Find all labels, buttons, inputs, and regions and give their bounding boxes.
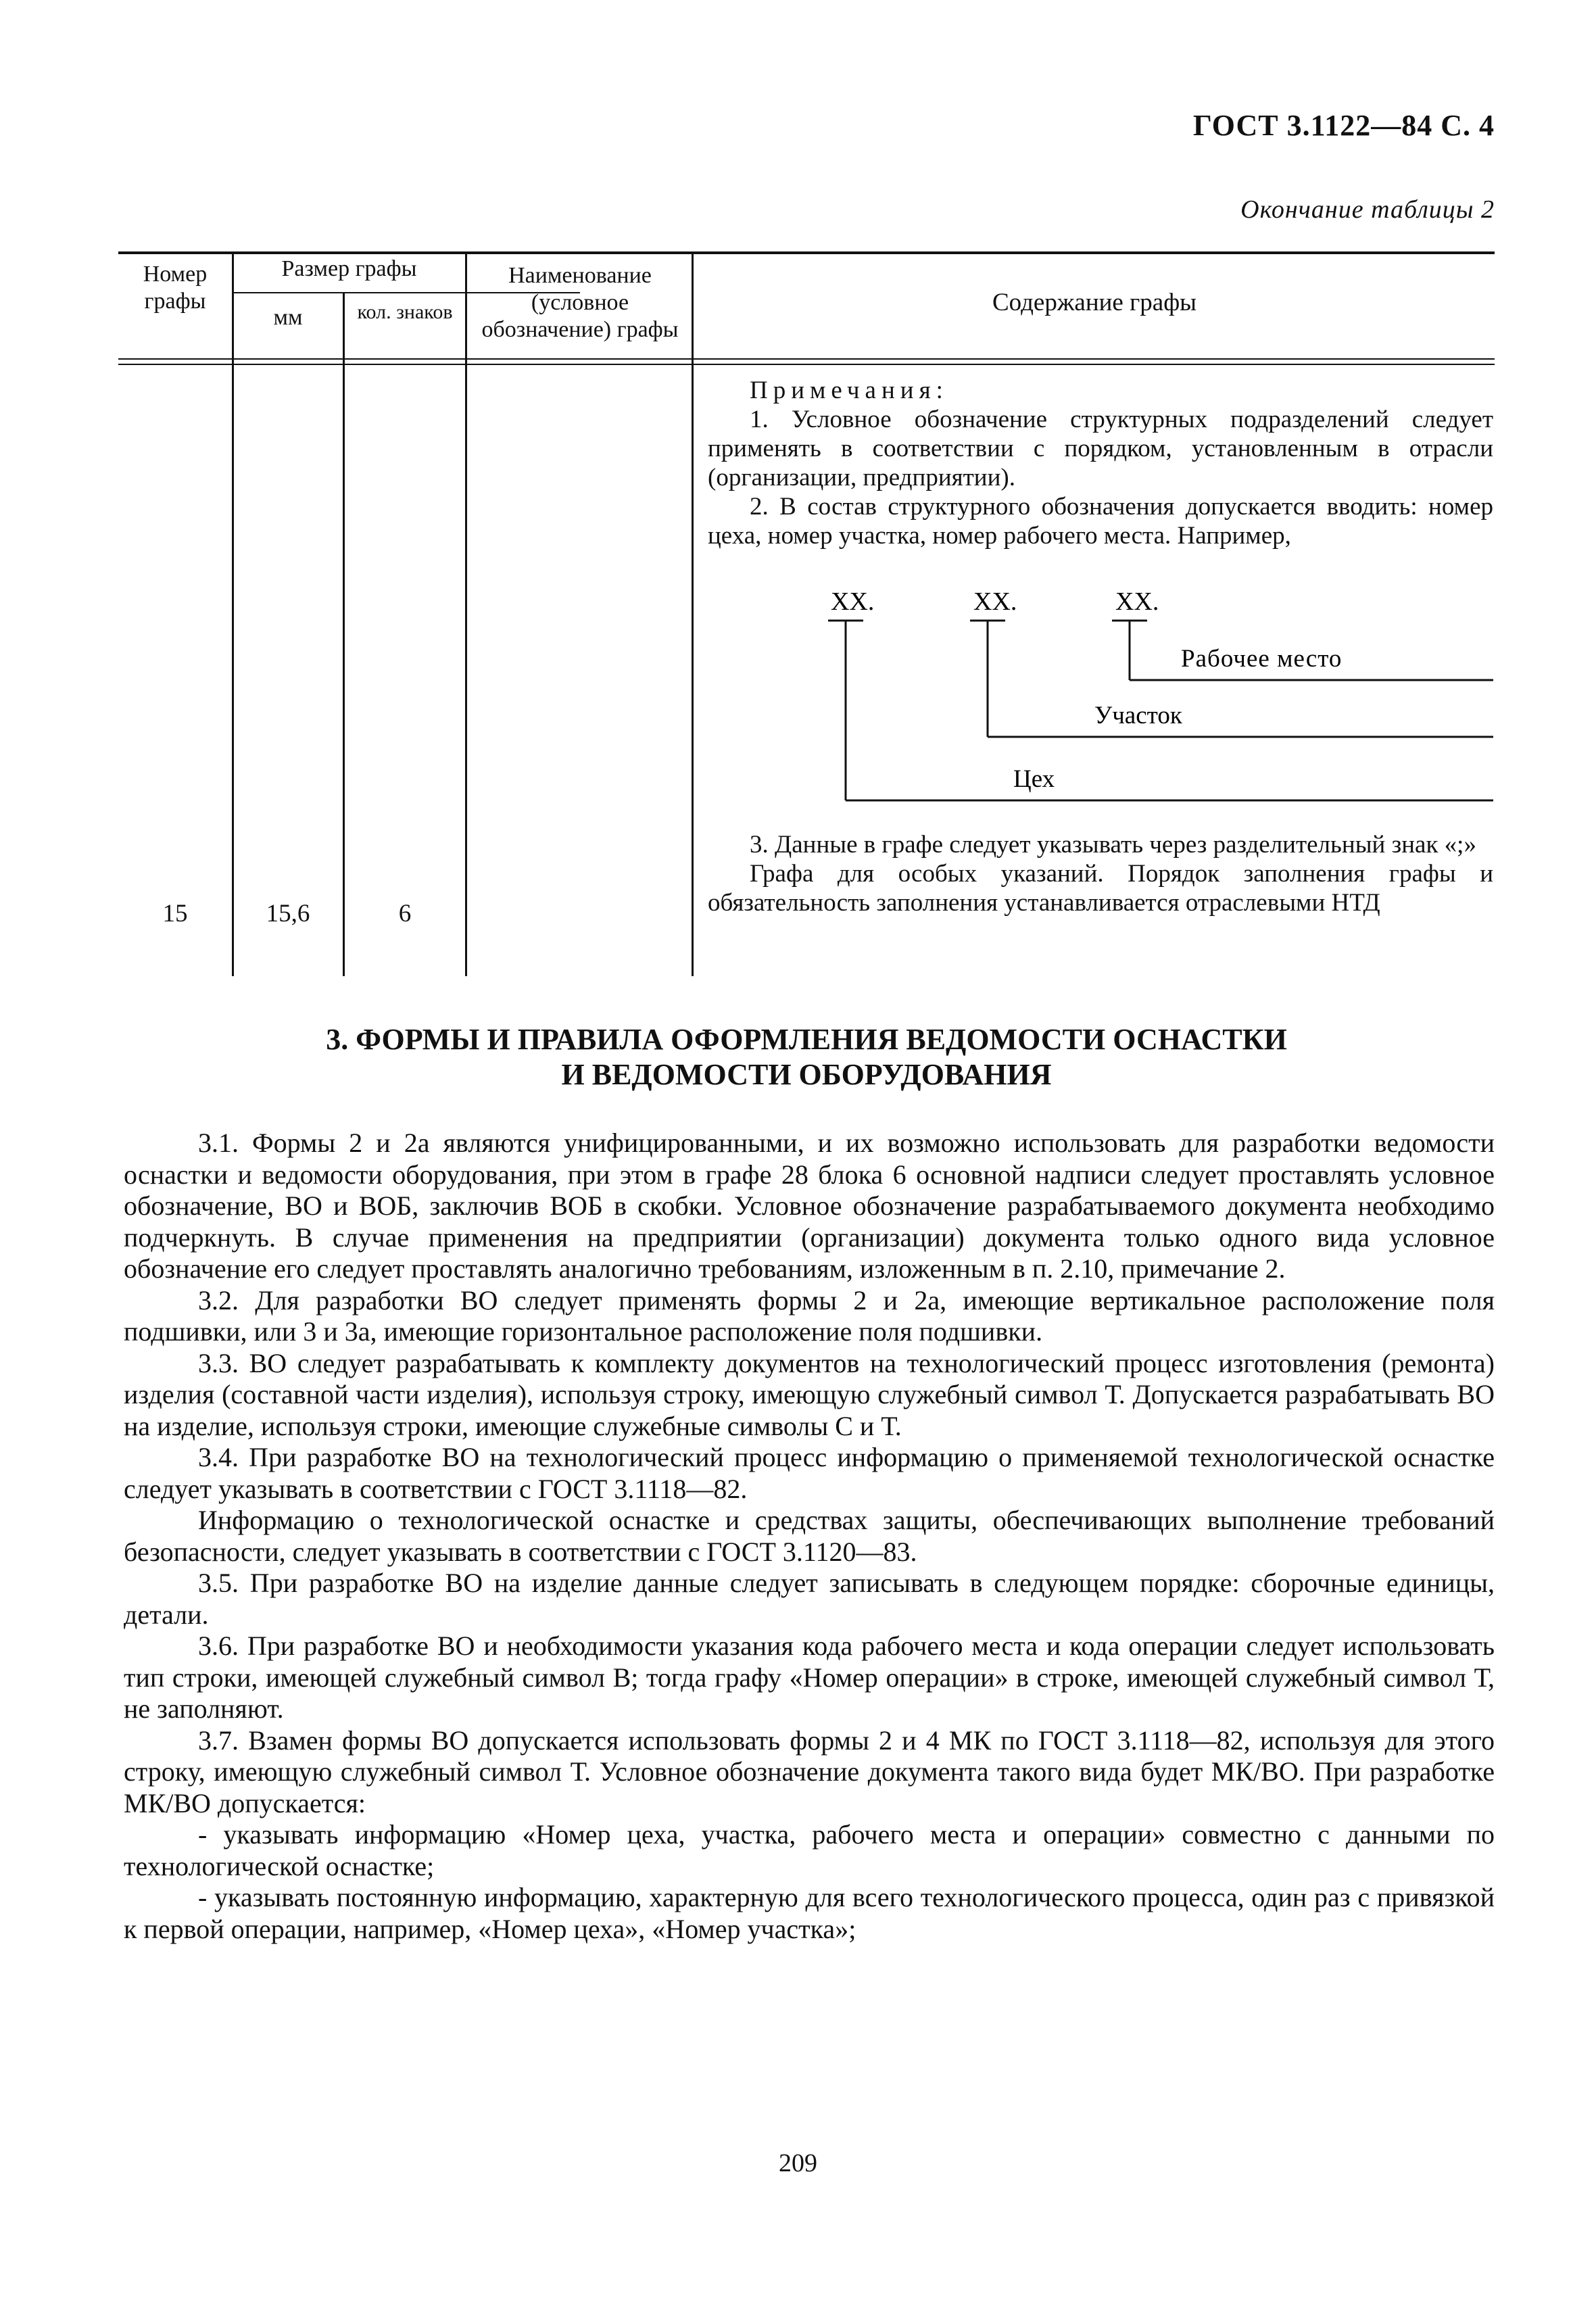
notes-title: Примечания: — [750, 377, 948, 404]
diagram-xx-section: XX. — [973, 587, 1017, 616]
section-body — [124, 1128, 1495, 1945]
notes-block — [708, 376, 1493, 550]
paragraph-3-3: 3.3. ВО следует разрабатывать к комплекту документов на технологический процесс изготовления (ремонта) изделия (составной части изделия), используя строку, имеющую служебный символ Т. Допускается разрабатывать ВО на изделие, используя строки, имеющие служебные символы С и Т. — [124, 1347, 1495, 1441]
paragraph-3-4-safety: Информацию о технологической оснастке и средствах защиты, обеспечивающих выполнение требований безопасности, следует указывать в соответствии с ГОСТ 3.1120—83. — [124, 1505, 1495, 1567]
row-15-count: 6 — [398, 900, 412, 927]
header-size: Размер графы — [281, 256, 417, 281]
table-caption: Окончание таблицы 2 — [1240, 195, 1495, 224]
diagram-label-shop: Цех — [1013, 765, 1055, 793]
paragraph-3-4: 3.4. При разработке ВО на технологический процесс информацию о применяемой технологической оснастке следует указывать в соответствии с ГОСТ 3.1118—82. — [124, 1442, 1495, 1504]
row-15-mm: 15,6 — [266, 900, 310, 927]
header-number: Номер графы — [143, 262, 208, 314]
header-content: Содержание графы — [992, 289, 1197, 316]
list-item-1: - указывать информацию «Номер цеха, участка, рабочего места и операции» совместно с данными по технологической оснастке; — [124, 1819, 1495, 1881]
row-15-content: Графа для особых указаний. Порядок заполнения графы и обязательность заполнения устанавливается отраслевыми НТД — [708, 860, 1493, 917]
table — [118, 251, 1495, 976]
paragraph-3-1: 3.1. Формы 2 и 2а являются унифицированными, и их возможно использовать для разработки ведомости оснастки и ведомости оборудования, при этом в графе 28 блока 6 основной надписи следует проставлять условное обозначение, ВО и ВОБ, заключив ВОБ в скобки. Условное обозначение разрабатываемого документа необходимо подчеркнуть. В случае применения на предприятии (организации) документа только одного вида условное обозначение его следует проставлять аналогично требованиям, изложенным в п. 2.10, примечание 2. — [124, 1128, 1495, 1284]
paragraph-3-6: 3.6. При разработке ВО и необходимости указания кода рабочего места и кода операции следует использовать тип строки, имеющей служебный символ В; тогда графу «Номер операции» в строке, имеющей служебный символ Т, не заполняют. — [124, 1631, 1495, 1724]
note-3: 3. Данные в графе следует указывать через разделительный знак «;» — [750, 831, 1476, 859]
header-name: Наименование (условное обозначение) графы — [481, 263, 679, 342]
row-15-number: 15 — [162, 900, 188, 927]
header-mm: мм — [273, 305, 303, 330]
paragraph-3-2: 3.2. Для разработки ВО следует применять формы 2 и 2а, имеющие вертикальное расположение поля подшивки, или 3 и 3а, имеющие горизонтальное расположение поля подшивки. — [124, 1284, 1495, 1347]
diagram-xx-workplace: XX. — [1115, 587, 1159, 616]
section-title-line-2: И ВЕДОМОСТИ ОБОРУДОВАНИЯ — [561, 1058, 1052, 1091]
diagram-xx-shop: XX. — [831, 587, 875, 616]
section-title — [118, 1022, 1495, 1092]
paragraph-3-5: 3.5. При разработке ВО на изделие данные следует записывать в следующем порядке: сборочные единицы, детали. — [124, 1568, 1495, 1630]
page-number: 209 — [779, 2149, 817, 2177]
designation-diagram — [708, 583, 1493, 813]
section-title-line-1: 3. ФОРМЫ И ПРАВИЛА ОФОРМЛЕНИЯ ВЕДОМОСТИ ОСНАСТКИ — [326, 1023, 1287, 1056]
paragraph-3-7: 3.7. Взамен формы ВО допускается использовать формы 2 и 4 МК по ГОСТ 3.1118—82, используя для этого строку, имеющую служебный символ Т. Условное обозначение документа такого вида будет МК/ВО. При разработке МК/ВО допускается: — [124, 1724, 1495, 1818]
note-1: 1. Условное обозначение структурных подразделений следует применять в соответствии с порядком, установленным в отрасли (организации, предприятии). — [708, 406, 1493, 491]
list-item-2: - указывать постоянную информацию, характерную для всего технологического процесса, один раз с привязкой к первой операции, например, «Номер цеха», «Номер участка»; — [124, 1882, 1495, 1944]
diagram-label-section: Участок — [1094, 702, 1182, 729]
diagram-label-workplace: Рабочее место — [1181, 645, 1343, 673]
document-header: ГОСТ 3.1122—84 С. 4 — [1192, 109, 1495, 142]
notes-block-2 — [708, 830, 1493, 917]
header-count: кол. знаков — [357, 301, 453, 323]
note-2: 2. В состав структурного обозначения допускается вводить: номер цеха, номер участка, номер рабочего места. Например, — [708, 493, 1493, 550]
